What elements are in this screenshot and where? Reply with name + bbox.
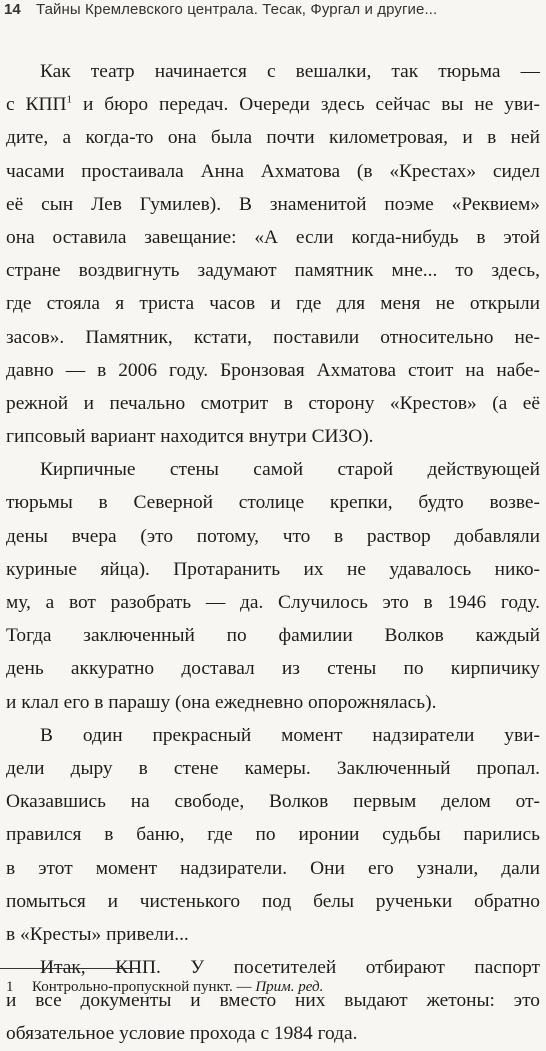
text-line: Итак, КПП. У посетителей отбирают паспорт bbox=[40, 957, 540, 979]
text-fragment: и бюро передач. Очереди здесь сейчас вы не уви- bbox=[72, 94, 540, 116]
text-line: гипсовый вариант находится внутри СИЗО). bbox=[6, 426, 374, 448]
text-line: давно — в 2006 году. Бронзовая Ахматова стоит на набе- bbox=[6, 359, 540, 381]
text-line: дены вчера (это потому, что в раствор добавляли bbox=[6, 525, 540, 547]
text-fragment: с КПП bbox=[6, 94, 67, 116]
text-line: помыться и чистенького под белы рученьки обратно bbox=[6, 890, 540, 912]
page-number: 14 bbox=[4, 1, 21, 18]
text-line: и клал его в парашу (она ежедневно опорожнялась). bbox=[6, 691, 437, 713]
text-line: Оказавшись на свободе, Волков первым делом от- bbox=[6, 791, 540, 813]
text-line: правился в баню, где по иронии судьбы парились bbox=[6, 824, 540, 846]
text-line: засов». Памятник, кстати, поставили относительно не- bbox=[6, 326, 540, 348]
footnote-divider bbox=[0, 968, 140, 969]
text-line: Тогда заключенный по фамилии Волков каждый bbox=[6, 625, 540, 647]
text-line: она оставила завещание: «А если когда-нибудь в этой bbox=[6, 226, 540, 248]
text-line: часами простаивала Анна Ахматова (в «Крестах» сидел bbox=[6, 160, 540, 182]
text-line: Кирпичные стены самой старой действующей bbox=[40, 459, 540, 481]
running-header bbox=[0, 0, 546, 24]
body-text bbox=[6, 55, 540, 1051]
text-line: В один прекрасный момент надзиратели уви- bbox=[40, 724, 540, 746]
text-line: Как театр начинается с вешалки, так тюрьма — bbox=[40, 61, 540, 82]
text-line: и все документы и вместо них выдают жетоны: это bbox=[6, 990, 540, 1012]
text-line: дели дыру в стене камеры. Заключенный пропал. bbox=[6, 757, 540, 779]
footnote-number: 1 bbox=[6, 979, 14, 995]
running-title: Тайны Кремлевского централа. Тесак, Фургал и другие... bbox=[36, 1, 438, 18]
footnote-editor-note: Прим. ред. bbox=[255, 979, 324, 995]
text-line: стране воздвигнуть задумают памятник мне... то здесь, bbox=[6, 260, 540, 282]
text-line: в «Кресты» привели... bbox=[6, 923, 189, 945]
text-line: му, а вот разобрать — да. Случилось это в 1946 году. bbox=[6, 592, 540, 613]
text-line: где стояла я триста часов и где для меня не открыли bbox=[6, 293, 540, 315]
text-line: обязательное условие прохода с 1984 года. bbox=[6, 1023, 358, 1045]
text-line bbox=[6, 88, 540, 121]
text-line: дите, а когда-то она была почти километровая, и в ней bbox=[6, 127, 540, 149]
footnote bbox=[6, 977, 540, 997]
text-line: день аккуратно доставал из стены по кирпичику bbox=[6, 658, 540, 680]
text-line: куриные яйца). Протаранить их не удавалось нико- bbox=[6, 558, 540, 580]
footnote-text: Контрольно-пропускной пункт. — bbox=[32, 979, 256, 995]
text-line: в этот момент надзиратели. Они его узнали, дали bbox=[6, 857, 540, 879]
text-line: режной и печально смотрит в сторону «Крестов» (а её bbox=[6, 392, 540, 414]
text-line: её сын Лев Гумилев). В знаменитой поэме «Реквием» bbox=[6, 193, 540, 215]
footnote-reference: 1 bbox=[66, 93, 72, 106]
text-line: тюрьмы в Северной столице крепки, будто возве- bbox=[6, 492, 540, 514]
